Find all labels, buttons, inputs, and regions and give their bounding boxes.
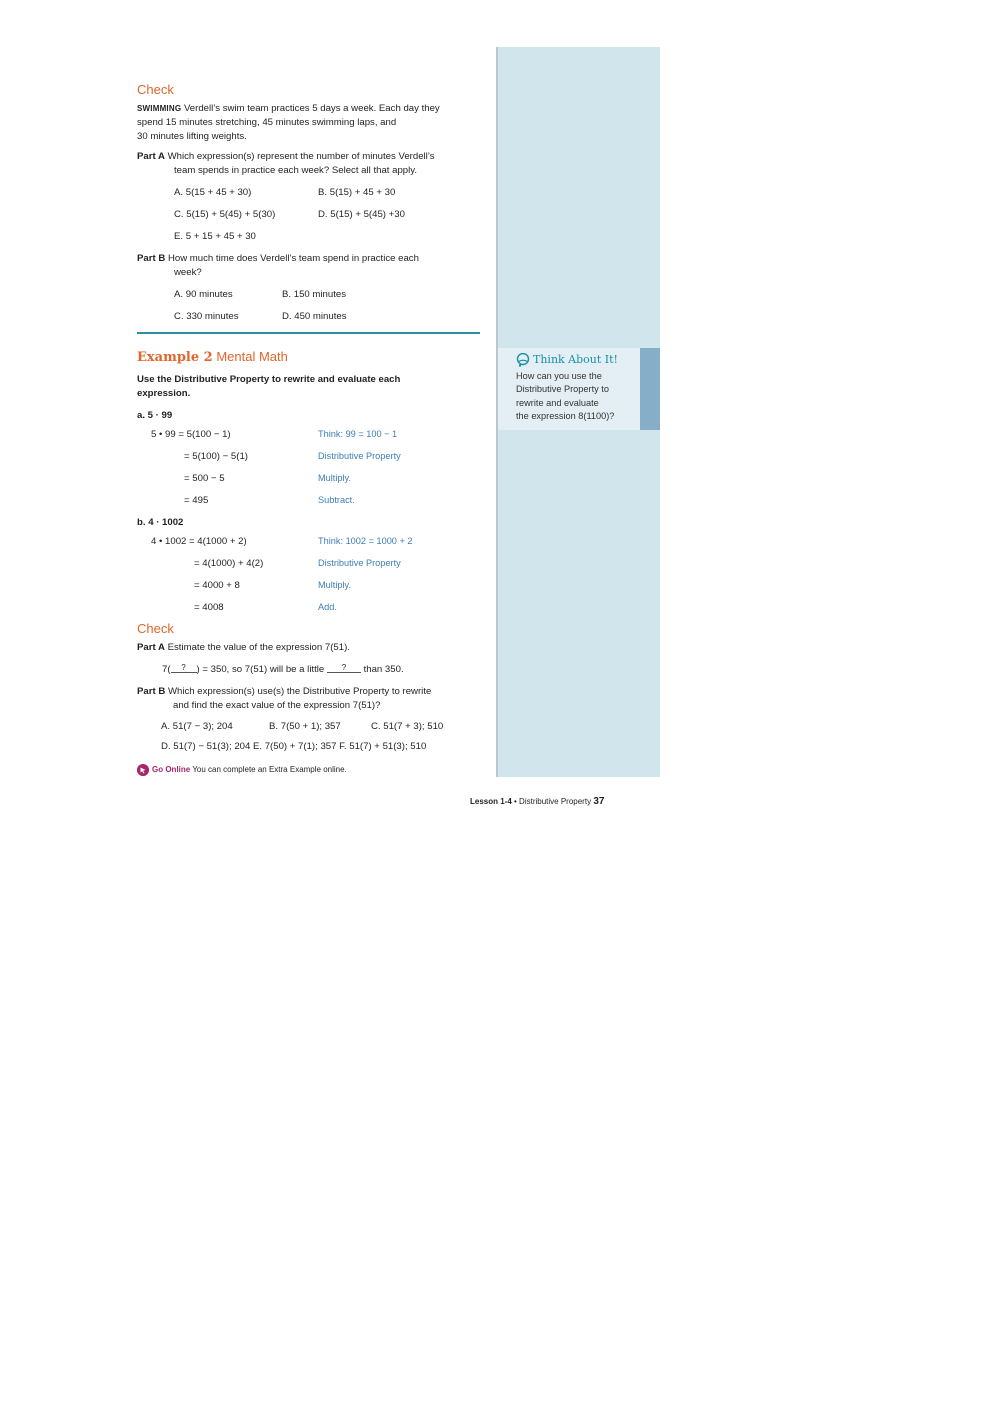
think-line: How can you use the [516,371,602,381]
problem-tag: SWIMMING [137,104,182,113]
think-line: the expression 8(1100)? [516,411,615,422]
step-note: Distributive Property [318,558,401,568]
option-c[interactable]: C. 330 minutes [174,311,239,322]
step: = 500 − 5 [184,473,225,484]
check2-partB-question [137,685,482,713]
step-note: Add. [318,602,337,612]
step: = 4008 [194,602,224,613]
question-line: and find the exact value of the expression 7(51)? [173,700,381,711]
check1-partB-question [137,252,487,280]
step: 4 • 1002 = 4(1000 + 2) [151,536,247,547]
option-a[interactable]: A. 5(15 + 45 + 30) [174,187,252,198]
option-d[interactable]: D. 5(15) + 5(45) +30 [318,209,405,220]
part-label: Part A [137,151,165,162]
think-about-it-tab [640,348,660,430]
problem-line: 30 minutes lifting weights. [137,131,247,142]
question-line: Which expression(s) use(s) the Distributive Property to rewrite [167,686,432,697]
check-heading: Check [137,621,174,636]
option-c[interactable]: C. 51(7 + 3); 510 [371,721,444,732]
page-number: 37 [593,796,605,807]
think-line: Distributive Property to [516,384,609,395]
check-heading: Check [137,82,174,97]
section-divider [137,332,480,334]
example-label: Example 2 [137,350,213,365]
question-line: team spends in practice each week? Select all that apply. [174,165,418,176]
step: = 5(100) − 5(1) [184,451,248,462]
part-b-label: b. 4 · 1002 [137,517,184,528]
example-title [137,349,288,365]
answer-blank[interactable]: ? [327,663,361,673]
question-line: How much time does Verdell’s team spend in practice each [167,253,419,264]
go-online-note [152,765,347,774]
step: = 4(1000) + 4(2) [194,558,264,569]
option-e[interactable]: E. 5 + 15 + 45 + 30 [174,231,256,242]
option-a[interactable]: A. 51(7 − 3); 204 [161,721,233,732]
part-label: Part A [137,642,165,653]
check1-problem [137,102,487,144]
think-about-it-text [516,370,632,424]
step-note: Multiply. [318,473,352,483]
go-online-link[interactable]: Go Online [152,765,191,774]
options-d-e-f[interactable]: D. 51(7) − 51(3); 204 E. 7(50) + 7(1); 357 F. 51(7) + 51(3); 510 [161,741,427,752]
line-text: 7( [162,664,171,675]
line-text: than 350. [363,664,404,675]
step-note: Subtract. [318,495,355,505]
fill-in-line [162,663,404,677]
step: = 4000 + 8 [194,580,240,591]
check1-partA-question [137,150,487,178]
step: 5 • 99 = 5(100 − 1) [151,429,231,440]
step-note: Think: 1002 = 1000 + 2 [318,536,413,546]
option-d[interactable]: D. 450 minutes [282,311,347,322]
option-a[interactable]: A. 90 minutes [174,289,233,300]
instruction-line: expression. [137,388,191,399]
example-topic: Mental Math [216,349,288,364]
question-text: Estimate the value of the expression 7(51). [167,642,350,653]
option-b[interactable]: B. 5(15) + 45 + 30 [318,187,396,198]
step: = 495 [184,495,209,506]
line-text: ) = 350, so 7(51) will be a little [196,664,325,675]
step-note: Multiply. [318,580,352,590]
think-about-it-title: Think About It! [533,353,618,366]
check2-partA-question [137,641,350,655]
go-online-text: You can complete an Extra Example online. [192,765,347,774]
step-note: Distributive Property [318,451,401,461]
part-a-label: a. 5 · 99 [137,410,173,421]
part-label: Part B [137,253,166,264]
thought-bubble-icon [516,353,530,367]
lesson-number: Lesson 1-4 [470,797,512,806]
page-footer [470,796,604,807]
go-online-icon[interactable] [137,764,149,776]
problem-line: spend 15 minutes stretching, 45 minutes swimming laps, and [137,117,397,128]
option-b[interactable]: B. 7(50 + 1); 357 [269,721,341,732]
step-note: Think: 99 = 100 − 1 [318,429,398,439]
instruction-line: Use the Distributive Property to rewrite and evaluate each [137,374,401,385]
example-instruction [137,373,477,401]
problem-line: Verdell’s swim team practices 5 days a week. Each day they [183,103,440,114]
lesson-topic: Distributive Property [519,797,592,806]
think-line: rewrite and evaluate [516,397,599,408]
question-line: week? [174,267,202,278]
footer-separator: • [511,797,520,806]
part-label: Part B [137,686,166,697]
option-b[interactable]: B. 150 minutes [282,289,346,300]
option-c[interactable]: C. 5(15) + 5(45) + 5(30) [174,209,276,220]
answer-blank[interactable]: ? [171,663,197,673]
question-line: Which expression(s) represent the number of minutes Verdell’s [167,151,435,162]
